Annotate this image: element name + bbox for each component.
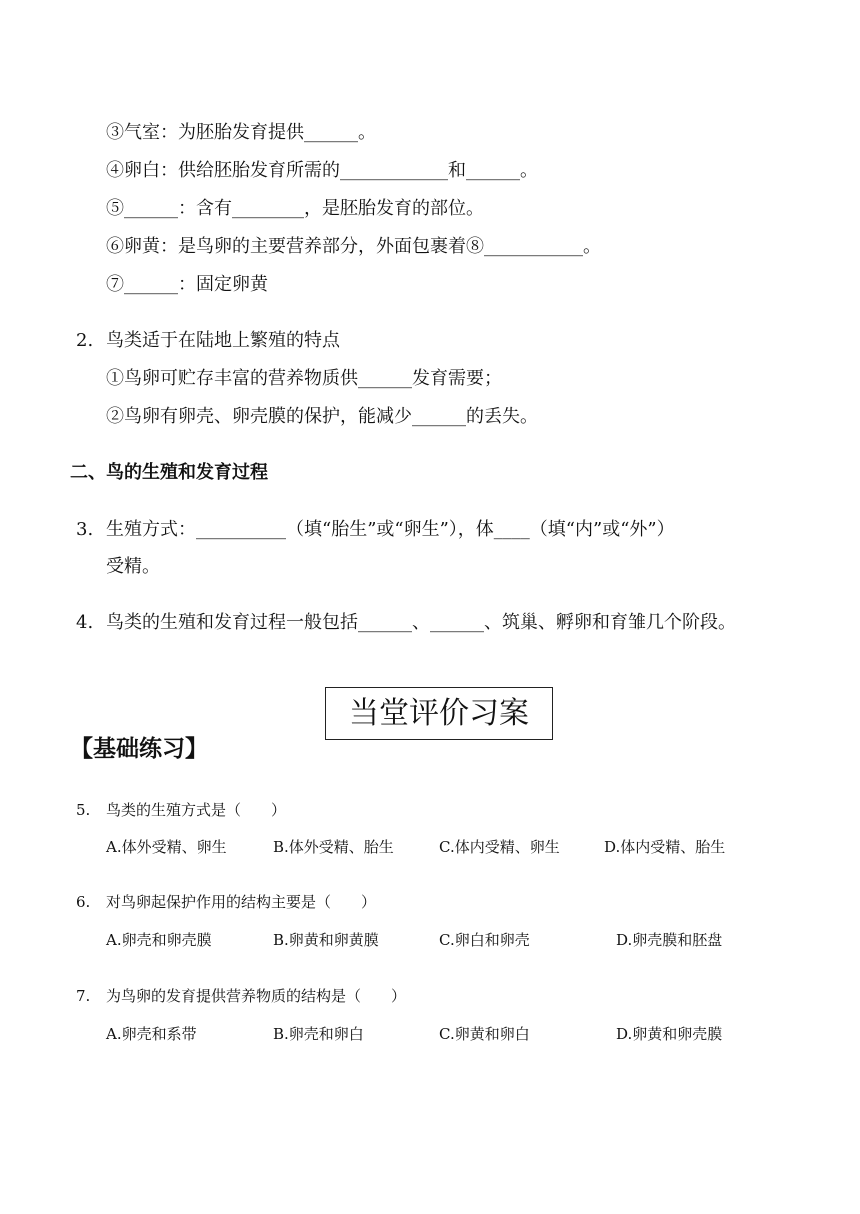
question-6-option-b: B.卵黄和卵黄膜	[273, 931, 379, 949]
question-7-option-b: B.卵壳和卵白	[273, 1025, 364, 1043]
question-2-sub-1: ①鸟卵可贮存丰富的营养物质供______发育需要；	[106, 368, 502, 389]
egg-structure-item-7: ⑦______：固定卵黄	[106, 274, 268, 295]
question-3-line-2: 受精。	[106, 556, 160, 577]
question-7-option-a: A.卵壳和系带	[106, 1025, 197, 1043]
boxed-title: 当堂评价习案	[325, 687, 553, 740]
question-6-option-d: D.卵壳膜和胚盘	[616, 931, 723, 949]
question-7-option-d: D.卵黄和卵壳膜	[616, 1025, 723, 1043]
egg-structure-item-5: ⑤______：含有________，是胚胎发育的部位。	[106, 198, 484, 219]
practice-heading: 【基础练习】	[70, 736, 208, 762]
question-2-number: 2.	[76, 330, 94, 351]
question-5-option-a: A.体外受精、卵生	[106, 838, 227, 856]
egg-structure-item-3: ③气室：为胚胎发育提供______。	[106, 122, 376, 143]
section-2-title: 二、鸟的生殖和发育过程	[70, 462, 268, 483]
question-5-number: 5.	[76, 801, 91, 819]
egg-structure-item-6: ⑥卵黄：是鸟卵的主要营养部分，外面包裹着⑧___________。	[106, 236, 601, 257]
question-2-text: 鸟类适于在陆地上繁殖的特点	[106, 330, 340, 351]
question-5-stem: 鸟类的生殖方式是（ ）	[106, 801, 287, 819]
egg-structure-item-4: ④卵白：供给胚胎发育所需的____________和______。	[106, 160, 538, 181]
question-5-option-d: D.体内受精、胎生	[604, 838, 726, 856]
question-6-option-c: C.卵白和卵壳	[439, 931, 530, 949]
question-4-number: 4.	[76, 612, 94, 633]
question-7-number: 7.	[76, 987, 91, 1005]
question-2-sub-2: ②鸟卵有卵壳、卵壳膜的保护，能减少______的丢失。	[106, 406, 538, 427]
question-5-option-c: C.体内受精、卵生	[439, 838, 560, 856]
question-4-text: 鸟类的生殖和发育过程一般包括______、______、筑巢、孵卵和育雏几个阶段。	[106, 612, 736, 633]
question-3-number: 3.	[76, 519, 94, 540]
question-5-option-b: B.体外受精、胎生	[273, 838, 394, 856]
question-6-stem: 对鸟卵起保护作用的结构主要是（ ）	[106, 893, 377, 911]
question-7-option-c: C.卵黄和卵白	[439, 1025, 530, 1043]
question-7-stem: 为鸟卵的发育提供营养物质的结构是（ ）	[106, 987, 407, 1005]
question-6-number: 6.	[76, 893, 91, 911]
question-6-option-a: A.卵壳和卵壳膜	[106, 931, 212, 949]
question-3-line-1: 生殖方式：__________（填“胎生”或“卵生”），体____（填“内”或“外”）	[106, 519, 675, 540]
